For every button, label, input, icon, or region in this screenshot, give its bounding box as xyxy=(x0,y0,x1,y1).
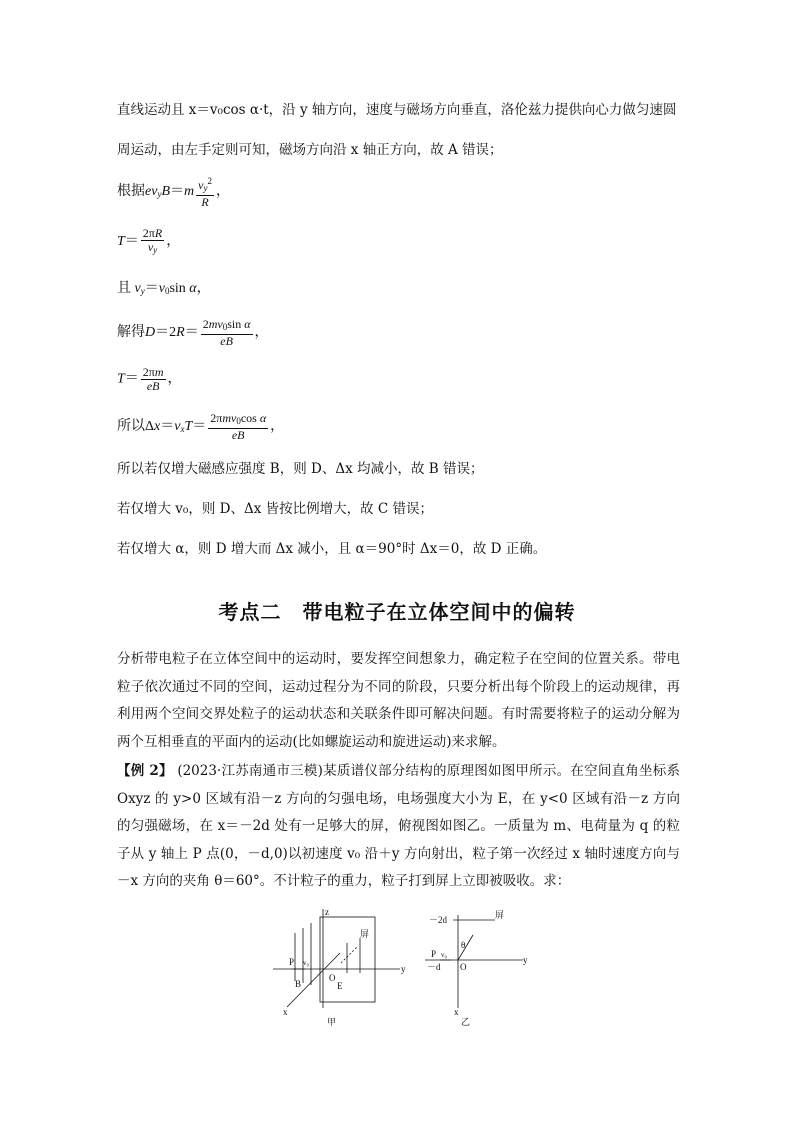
label-p-yi: P xyxy=(431,949,437,959)
example-source: (2023·江苏南通市三模) xyxy=(177,763,323,779)
formula-delta-x: 所以$\Delta x=v_xT=$ $\frac{2\pi mv_0\cos \alpha}{eB}$ ， xyxy=(117,411,285,442)
formula-lorentz: 根据$ev_yB=m$ $\frac{v_y^2}{R}$ ， xyxy=(117,176,230,209)
formula-prefix: 根据 xyxy=(117,184,145,200)
label-theta: θ xyxy=(461,940,466,950)
formula-prefix: 解得 xyxy=(117,325,145,341)
caption-yi: 乙 xyxy=(461,1017,471,1027)
label-b: B xyxy=(295,979,302,989)
section-title: 考点二 带电粒子在立体空间中的偏转 xyxy=(218,600,576,624)
label-v0: v₀ xyxy=(303,959,309,967)
formula-period-2: T＝ $\frac{2\pi m}{eB}$ ， xyxy=(117,365,182,393)
label-p: P xyxy=(289,957,295,967)
intro-paragraph: 分析带电粒子在立体空间中的运动时，要发挥空间想象力，确定粒子在空间的位置关系。带电粒子依次通过不同的空间，运动过程分为不同的阶段，只要分析出每个阶段上的运动规律，再利用两个空间交界处粒子的运动状态和关联条件即可解决问题。有时需要将粒子的运动分解为两个互相垂直的平面内的运动(比如螺旋运动和旋进运动)来求解。 xyxy=(117,651,680,750)
solution-line-11: 若仅增大 α，则 D 增大而 Δx 减小，且 α＝90°时 Δx＝0，故 D 正确。 xyxy=(117,541,547,557)
solution-line-9: 所以若仅增大磁感应强度 B，则 D、Δx 均减小，故 B 错误； xyxy=(117,461,484,477)
example-text: 某质谱仪部分结构的原理图如图甲所示。在空间直角坐标系 Oxyz 的 y>0 区域有沿－z 方向的匀强电场，电场强度大小为 E，在 y<0 区域有沿－z 方向的匀强磁场，在 x＝－2d 处有一足够大的屏，俯视图如图乙。一质量为 m、电荷量为 q 的粒子从 y 轴上 P 点(0，－d,0)以初速度 v₀ 沿＋y 方向射出，粒子第一次经过 x 轴时速度方向与－x 方向的夹角 θ＝60°。不计粒子的重力，粒子打到屏上立即被吸收。求： xyxy=(117,763,681,890)
label-e: E xyxy=(337,981,343,991)
label-y: y xyxy=(401,964,406,974)
label-x: x xyxy=(283,1007,288,1017)
label-z: z xyxy=(325,907,329,917)
figure-diagrams xyxy=(265,903,535,1028)
solution-line-2: 周运动，由左手定则可知，磁场方向沿 x 轴正方向，故 A 错误； xyxy=(117,142,503,158)
formula-vy: 且 $v_y=v_0\sin$ α， xyxy=(117,281,211,296)
label-y-yi: y xyxy=(523,955,528,965)
label-neg-d: －d xyxy=(427,962,441,972)
formula-prefix: 所以 xyxy=(117,419,145,435)
label-o-yi: O xyxy=(460,962,467,972)
example-label: 【例 2】 xyxy=(117,763,173,779)
formula-diameter: 解得D＝2R＝ $\frac{2mv_0\sin \alpha}{eB}$ ， xyxy=(117,317,269,348)
solution-line-10: 若仅增大 v₀，则 D、Δx 皆按比例增大，故 C 错误； xyxy=(117,501,434,517)
label-neg-2d: －2d xyxy=(429,915,448,925)
label-v0-yi: v₀ xyxy=(441,951,447,959)
example-block xyxy=(117,758,680,896)
formula-period: T＝ $\frac{2\pi R}{v_y}$ ， xyxy=(117,226,181,255)
formula-prefix: 且 xyxy=(117,281,131,296)
label-o: O xyxy=(329,973,336,983)
label-screen-yi: 屏 xyxy=(495,910,505,920)
label-x-yi: x xyxy=(454,1007,459,1017)
caption-jia: 甲 xyxy=(327,1017,337,1027)
solution-line-1: 直线运动且 x＝v₀cos α·t，沿 y 轴方向，速度与磁场方向垂直，洛伦兹力提供向心力做匀速圆 xyxy=(117,102,677,118)
label-screen-jia: 屏 xyxy=(360,929,370,939)
